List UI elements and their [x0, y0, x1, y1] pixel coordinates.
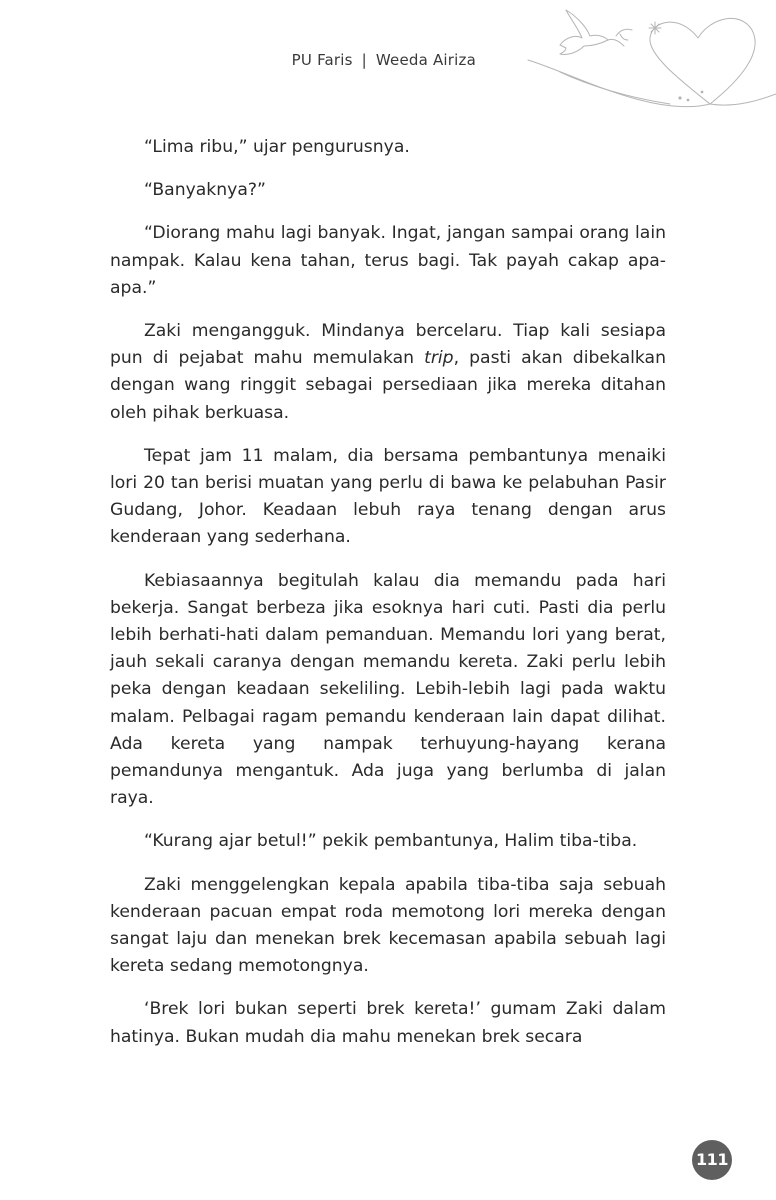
paragraph-4	[110, 318, 666, 427]
paragraph-6: Kebiasaannya begitulah kalau dia memandu pada hari bekerja. Sangat berbeza jika esoknya hari cuti. Pasti dia perlu lebih berhati-hati dalam pemanduan. Memandu lori yang berat, jauh sekali caranya dengan memandu kereta. Zaki perlu lebih peka dengan keadaan sekeliling. Lebih-lebih lagi pada waktu malam. Pelbagai ragam pemandu kenderaan lain dapat dilihat. Ada kereta yang nampak terhuyung-hayang kerana pemandunya mengantuk. Ada juga yang berlumba di jalan raya.	[110, 570, 666, 809]
page-number-badge: 111	[692, 1140, 732, 1180]
header-author: PU Faris	[291, 51, 353, 69]
paragraph-3: “Diorang mahu lagi banyak. Ingat, jangan sampai orang lain nampak. Kalau kena tahan, terus bagi. Tak payah cakap apa-apa.”	[110, 223, 666, 298]
header-title: Weeda Airiza	[375, 51, 476, 69]
paragraph-5: Tepat jam 11 malam, dia bersama pembantunya menaiki lori 20 tan berisi muatan yang perlu di bawa ke pelabuhan Pasir Gudang, Johor. Keadaan lebuh raya tenang dengan arus kenderaan yang sederhana.	[110, 445, 666, 548]
paragraph-1: “Lima ribu,” ujar pengurusnya.	[144, 137, 410, 157]
paragraph-4-part-2: , pasti akan dibekalkan dengan wang ringgit sebagai persediaan jika mereka ditahan oleh pihak berkuasa.	[110, 348, 666, 423]
paragraph-4-italic: trip	[424, 348, 454, 369]
header-separator: |	[361, 51, 367, 69]
paragraph-8: Zaki menggelengkan kepala apabila tiba-tiba saja sebuah kenderaan pacuan empat roda memotong lori mereka dengan sangat laju dan menekan brek kecemasan apabila sebuah lagi kereta sedang memotongnya.	[110, 874, 666, 977]
paragraph-4-part-1: Zaki mengangguk. Mindanya bercelaru. Tiap kali sesiapa pun di pejabat mahu memulakan	[110, 321, 666, 369]
dove-heart-ornament-icon	[520, 0, 776, 135]
body-text	[110, 134, 666, 1051]
running-header	[0, 51, 476, 69]
paragraph-9: ‘Brek lori bukan seperti brek kereta!’ gumam Zaki dalam hatinya. Bukan mudah dia mahu menekan brek secara	[110, 999, 666, 1047]
paragraph-2: “Banyaknya?”	[144, 180, 266, 201]
paragraph-7: “Kurang ajar betul!” pekik pembantunya, Halim tiba-tiba.	[144, 831, 638, 852]
